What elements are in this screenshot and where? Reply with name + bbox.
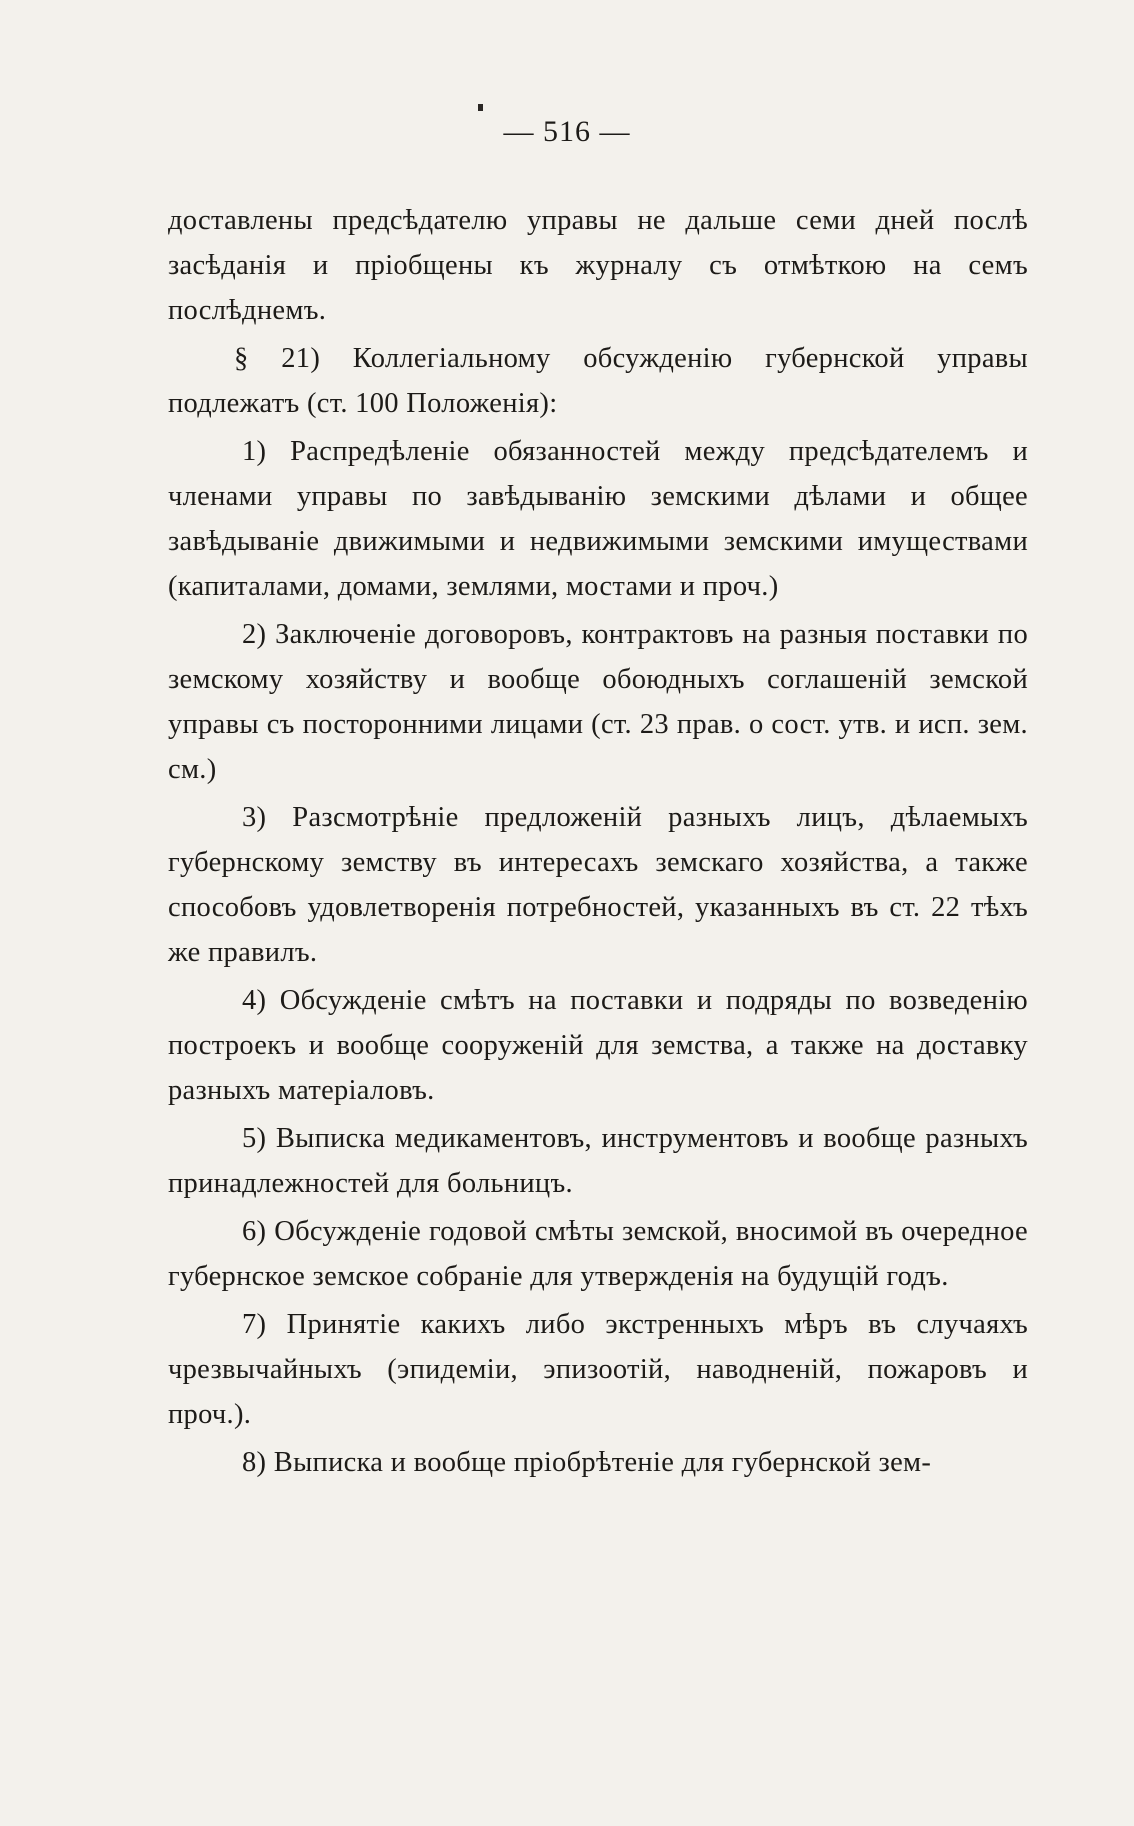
- list-item-2: 2) Заключеніе договоровъ, контрактовъ на разныя поставки по земскому хозяйству и вообще обоюдныхъ соглашеній земской управы съ посторонними лицами (ст. 23 прав. о сост. утв. и исп. зем. см.): [168, 619, 1028, 785]
- list-item-7: 7) Принятіе какихъ либо экстренныхъ мѣръ въ случаяхъ чрезвычайныхъ (эпидеміи, эпизоотій, наводненій, пожаровъ и проч.).: [168, 1309, 1028, 1430]
- list-item-8: 8) Выписка и вообще пріобрѣтеніе для губернской зем-: [242, 1447, 932, 1478]
- ink-speck: [478, 104, 483, 111]
- list-item-1: 1) Распредѣленіе обязанностей между предсѣдателемъ и членами управы по завѣдыванію земскими дѣлами и общее завѣдываніе движимыми и недвижимыми земскими имуществами (капиталами, домами, землями, мостами и проч.): [168, 436, 1028, 602]
- section-21-heading: § 21) Коллегіальному обсужденію губернской управы подлежатъ (ст. 100 Положенія):: [168, 343, 1028, 419]
- paragraph-continuation: доставлены предсѣдателю управы не дальше семи дней послѣ засѣданія и пріобщены къ журналу съ отмѣткою на семъ послѣднемъ.: [168, 205, 1028, 326]
- list-item-6: 6) Обсужденіе годовой смѣты земской, вносимой въ очередное губернское земское собраніе для утвержденія на будущій годъ.: [168, 1216, 1028, 1292]
- list-item-3: 3) Разсмотрѣніе предложеній разныхъ лицъ, дѣлаемыхъ губернскому земству въ интересахъ земскаго хозяйства, а также способовъ удовлетворенія потребностей, указанныхъ въ ст. 22 тѣхъ же правилъ.: [168, 802, 1028, 968]
- list-item-4: 4) Обсужденіе смѣтъ на поставки и подряды по возведенію построекъ и вообще сооруженій для земства, а также на доставку разныхъ матеріаловъ.: [168, 985, 1028, 1106]
- body-text: [168, 198, 1028, 1488]
- list-item-5: 5) Выписка медикаментовъ, инструментовъ и вообще разныхъ принадлежностей для больницъ.: [168, 1123, 1028, 1199]
- page-number: — 516 —: [503, 115, 631, 148]
